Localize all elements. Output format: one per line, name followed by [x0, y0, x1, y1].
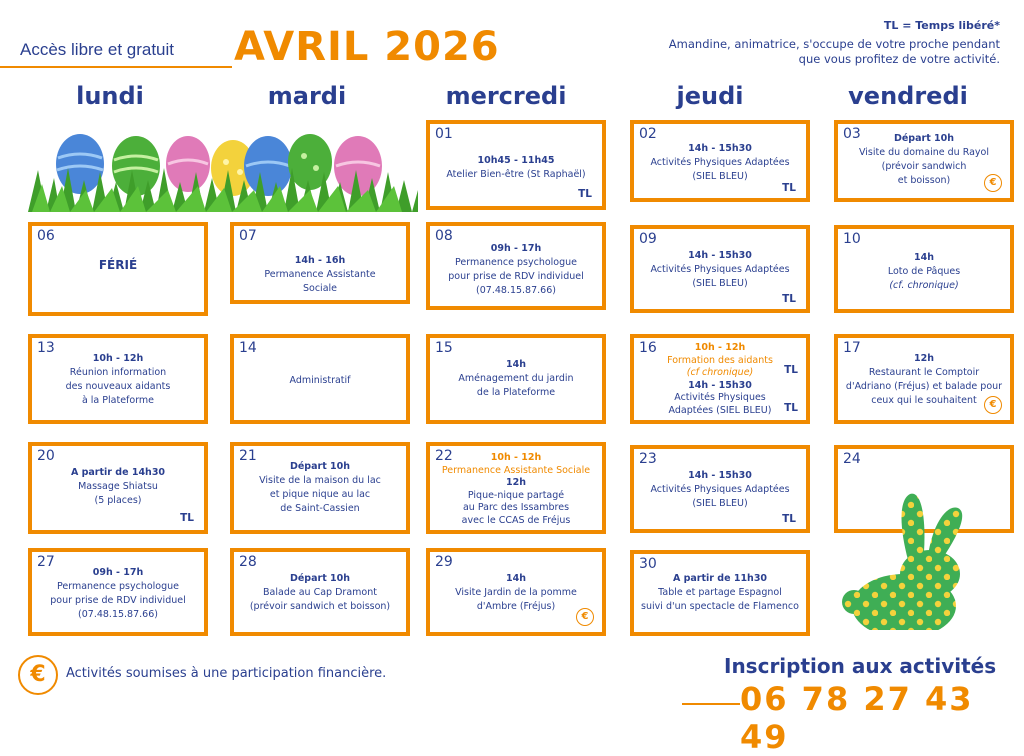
day-cell-23 — [630, 445, 810, 533]
event-time: Départ 10h — [289, 461, 351, 472]
event-time: 14h — [506, 573, 526, 584]
event-time: A partir de 11h30 — [672, 573, 768, 584]
day-cell-27 — [28, 548, 208, 636]
day-cell-14 — [230, 334, 410, 424]
day-number: 30 — [639, 556, 657, 572]
event-detail: et pique nique au lac — [269, 489, 371, 500]
event-time: 14h — [506, 359, 526, 370]
day-number: 21 — [239, 448, 257, 464]
day-cell-08 — [426, 222, 606, 310]
event-time: 10h - 12h — [92, 353, 144, 364]
event-time: 10h - 12h — [694, 342, 746, 353]
day-number: 28 — [239, 554, 257, 570]
event-title: Permanence Assistante Sociale — [441, 464, 591, 476]
day-cell-01 — [426, 120, 606, 210]
day-cell-29 — [426, 548, 606, 636]
event-title: Formation des aidants — [667, 354, 773, 366]
day-cell-28 — [230, 548, 410, 636]
event-time: 14h - 15h30 — [688, 379, 752, 391]
day-number: 20 — [37, 448, 55, 464]
event-detail: (cf. chronique) — [889, 280, 959, 291]
event-title: Réunion information — [69, 367, 167, 378]
event-detail: (prévoir sandwich — [881, 161, 967, 172]
euro-icon: € — [984, 396, 1002, 414]
tl-description: Amandine, animatrice, s'occupe de votre proche pendant que vous profitez de votre activité. — [668, 37, 1000, 66]
day-header-vendredi: vendredi — [848, 82, 968, 110]
event-title: Activités Physiques Adaptées — [650, 264, 790, 275]
event-time: 12h — [914, 353, 934, 364]
day-number: 07 — [239, 228, 257, 244]
event-title: Activités Physiques — [674, 392, 766, 403]
day-number: 03 — [843, 126, 861, 142]
event-title: Permanence psychologue — [56, 581, 180, 592]
tl-badge: TL — [782, 513, 796, 525]
day-number: 27 — [37, 554, 55, 570]
event-title: Activités Physiques Adaptées — [650, 484, 790, 495]
event-detail: d'Ambre (Fréjus) — [476, 601, 556, 612]
easter-bunny-illustration — [842, 490, 992, 640]
page-title: AVRIL 2026 — [234, 24, 500, 70]
day-cell-21 — [230, 442, 410, 534]
event-detail: à la Plateforme — [81, 395, 155, 406]
easter-eggs-illustration — [28, 120, 418, 212]
event-detail: Adaptées (SIEL BLEU) — [668, 404, 772, 416]
event-detail: (prévoir sandwich et boisson) — [249, 601, 391, 612]
event-title: Activités Physiques Adaptées — [650, 157, 790, 168]
euro-icon: € — [984, 174, 1002, 192]
event-title: Balade au Cap Dramont — [263, 587, 377, 598]
event-title: Permanence psychologue — [454, 257, 578, 268]
day-cell-16 — [630, 334, 810, 424]
event-time: 10h - 12h — [490, 452, 542, 463]
tl-badge: TL — [578, 188, 592, 200]
inscription-label: Inscription aux activités — [724, 654, 997, 678]
event-title: Massage Shiatsu — [78, 481, 158, 492]
event-title: Permanence Assistante Sociale — [264, 269, 376, 294]
day-number: 17 — [843, 340, 861, 356]
tl-badge: TL — [782, 182, 796, 194]
event-time: A partir de 14h30 — [70, 467, 166, 478]
event-detail: (SIEL BLEU) — [692, 498, 748, 509]
event-detail: de Saint-Cassien — [280, 503, 360, 514]
tl-legend: TL = Temps libéré* — [883, 19, 1000, 32]
event-time: 14h - 15h30 — [688, 143, 752, 154]
day-header-lundi: lundi — [76, 82, 144, 110]
event-title: Pique-nique partagé — [467, 489, 565, 501]
event-detail: (cf chronique) — [686, 367, 754, 378]
event-title: Visite de la maison du lac — [259, 475, 381, 486]
tl-badge: TL — [784, 402, 798, 414]
event-title: Aménagement du jardin — [458, 373, 574, 384]
event-title: Visite Jardin de la pomme — [455, 587, 577, 598]
day-cell-07 — [230, 222, 410, 304]
event-time: Départ 10h — [893, 133, 955, 144]
event-title: Table et partage Espagnol — [658, 587, 782, 598]
day-header-mardi: mardi — [267, 82, 347, 110]
day-cell-15 — [426, 334, 606, 424]
day-number: 29 — [435, 554, 453, 570]
euro-icon: € — [576, 608, 594, 626]
event-title: Loto de Pâques — [887, 266, 961, 277]
day-number: 09 — [639, 231, 657, 247]
day-cell-13 — [28, 334, 208, 424]
event-detail: au Parc des Issambres — [462, 502, 570, 513]
day-number: 16 — [639, 340, 657, 356]
event-time: 14h - 15h30 — [688, 250, 752, 261]
event-detail: de la Plateforme — [476, 387, 556, 398]
event-time: 09h - 17h — [92, 567, 144, 578]
phone-number: 06 78 27 43 49 — [740, 680, 974, 756]
day-number: 06 — [37, 228, 55, 244]
day-number: 13 — [37, 340, 55, 356]
day-number: 23 — [639, 451, 657, 467]
day-cell-17 — [834, 334, 1014, 424]
day-number: 14 — [239, 340, 257, 356]
day-cell-22 — [426, 442, 606, 534]
event-detail: avec le CCAS de Fréjus — [461, 514, 571, 526]
event-detail: d'Adriano (Fréjus) et balade pour — [845, 381, 1003, 392]
day-cell-02 — [630, 120, 810, 202]
day-cell-10 — [834, 225, 1014, 313]
event-detail: suivi d'un spectacle de Flamenco — [641, 601, 799, 612]
event-time: 14h - 16h — [294, 255, 346, 266]
day-number: 01 — [435, 126, 453, 142]
day-header-mercredi: mercredi — [445, 82, 567, 110]
day-header-jeudi: jeudi — [676, 82, 744, 110]
day-number: 22 — [435, 448, 453, 464]
event-time: 14h - 15h30 — [688, 470, 752, 481]
event-detail: et boisson) — [897, 175, 951, 186]
event-detail: ceux qui le souhaitent — [871, 395, 977, 406]
euro-icon: € — [18, 655, 58, 695]
day-number: 10 — [843, 231, 861, 247]
event-detail: pour prise de RDV individuel — [448, 271, 584, 282]
day-cell-20 — [28, 442, 208, 534]
day-cell-06 — [28, 222, 208, 316]
event-title: Atelier Bien-être (St Raphaël) — [446, 169, 586, 180]
day-cell-03 — [834, 120, 1014, 202]
tl-badge: TL — [782, 293, 796, 305]
event-title: Administratif — [289, 375, 351, 386]
event-detail: pour prise de RDV individuel — [50, 595, 186, 606]
phone-number: (07.48.15.87.66) — [78, 609, 158, 620]
phone-underline — [682, 703, 740, 705]
event-detail: (SIEL BLEU) — [692, 278, 748, 289]
event-time: 10h45 - 11h45 — [477, 155, 555, 166]
event-title: FÉRIÉ — [98, 258, 138, 272]
event-detail: (SIEL BLEU) — [692, 171, 748, 182]
event-time: 12h — [506, 477, 526, 488]
day-number: 02 — [639, 126, 657, 142]
header-underline — [0, 66, 232, 68]
event-title: Restaurant le Comptoir — [868, 367, 980, 378]
event-time: 14h — [914, 252, 934, 263]
event-time: 09h - 17h — [490, 243, 542, 254]
phone-number: (07.48.15.87.66) — [476, 285, 556, 296]
tl-badge: TL — [784, 364, 798, 376]
day-cell-09 — [630, 225, 810, 313]
day-cell-30 — [630, 550, 810, 636]
tl-badge: TL — [180, 512, 194, 524]
day-number: 24 — [843, 451, 861, 467]
event-detail: (5 places) — [94, 495, 142, 506]
day-number: 15 — [435, 340, 453, 356]
event-time: Départ 10h — [289, 573, 351, 584]
event-detail: des nouveaux aidants — [65, 381, 171, 392]
day-number: 08 — [435, 228, 453, 244]
subtitle: Accès libre et gratuit — [20, 40, 175, 59]
footer-note: Activités soumises à une participation financière. — [66, 666, 387, 681]
event-title: Visite du domaine du Rayol — [859, 147, 989, 158]
